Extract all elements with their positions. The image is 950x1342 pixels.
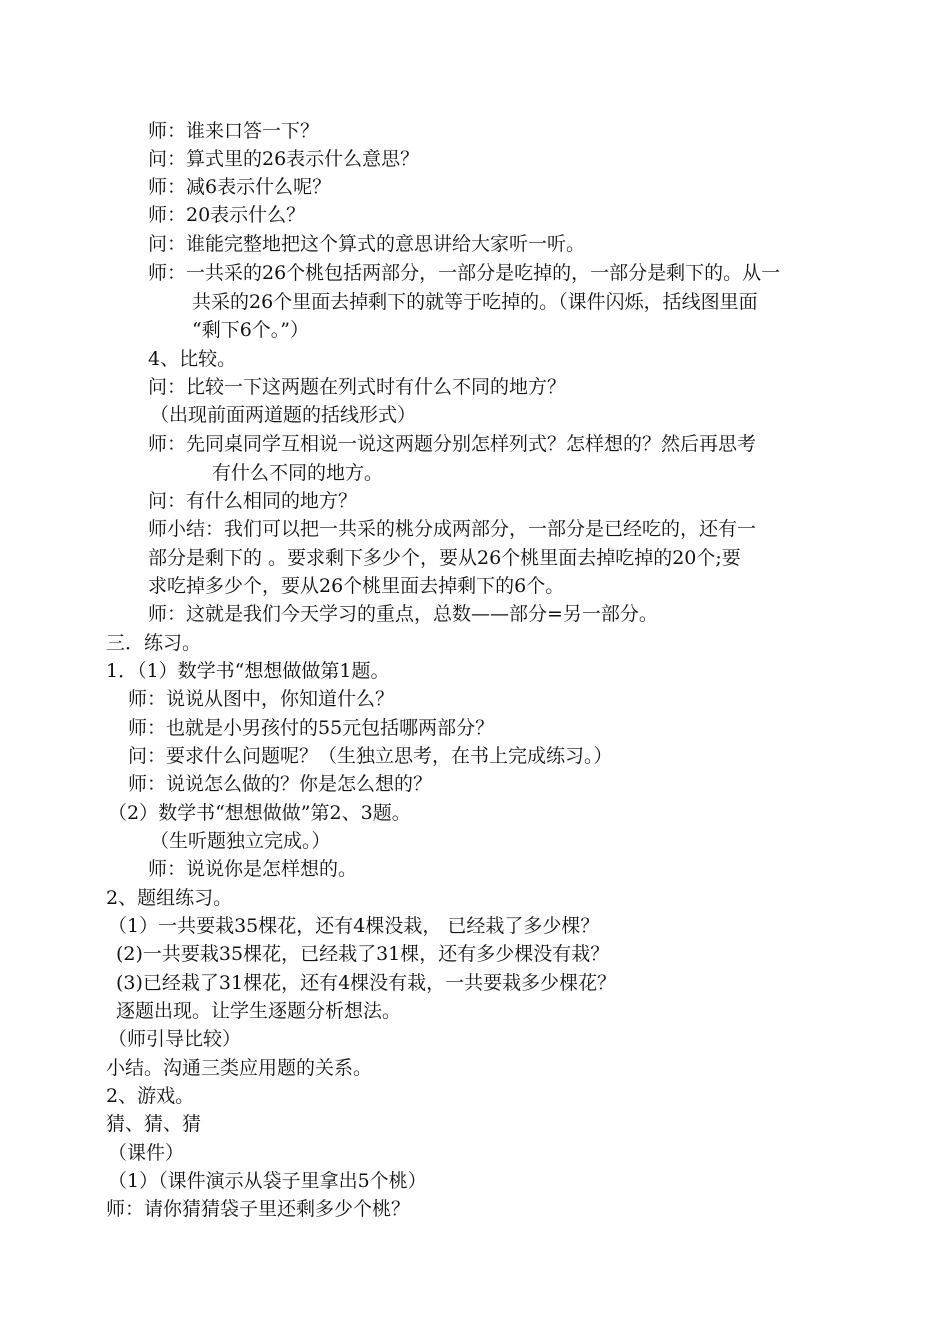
text-line: （出现前面两道题的括线形式） <box>150 404 417 426</box>
text-line: 问：算式里的26表示什么意思？ <box>148 148 420 170</box>
text-line: （2）数学书“想想做做”第2、3题。 <box>108 802 411 824</box>
text-line: “剩下6个。”） <box>192 319 310 341</box>
text-line: 师小结：我们可以把一共采的桃分成两部分，一部分是已经吃的，还有一 <box>148 518 757 540</box>
section-heading: 三．练习。 <box>106 632 202 654</box>
text-line: 师：请你猜猜袋子里还剩多少个桃？ <box>106 1198 411 1220</box>
text-line: 问：谁能完整地把这个算式的意思讲给大家听一听。 <box>148 233 586 255</box>
text-line: （1）一共要栽35棵花，还有4棵没栽， 已经栽了多少棵？ <box>108 915 600 937</box>
text-line: (2)一共要栽35棵花，已经栽了31棵，还有多少棵没有栽？ <box>116 943 610 965</box>
text-line: 师：说说你是怎样想的。 <box>148 858 358 880</box>
text-line: 师：20表示什么？ <box>148 204 306 226</box>
text-line: 部分是剩下的 。要求剩下多少个，要从26个桃里面去掉吃掉的20个;要 <box>148 547 741 569</box>
text-line: 求吃掉多少个，要从26个桃里面去掉剩下的6个。 <box>148 575 565 597</box>
text-line: 师：谁来口答一下？ <box>148 120 320 142</box>
text-line: 师：说说怎么做的？你是怎么想的？ <box>128 773 433 795</box>
text-line: 问：有什么相同的地方？ <box>148 490 358 512</box>
text-line: 师：说说从图中，你知道什么？ <box>128 688 395 710</box>
text-line: 1．（1）数学书“想想做做第1题。 <box>106 660 390 682</box>
text-line: 逐题出现。让学生逐题分析想法。 <box>116 1000 402 1022</box>
text-line: 小结。沟通三类应用题的关系。 <box>106 1057 373 1079</box>
text-line: 猜、猜、猜 <box>106 1113 202 1135</box>
text-line: （1）（课件演示从袋子里拿出5个桃） <box>108 1170 427 1192</box>
text-line: 师：这就是我们今天学习的重点，总数——部分=另一部分。 <box>148 603 658 625</box>
text-line: （课件） <box>108 1142 185 1164</box>
text-line: 师：一共采的26个桃包括两部分，一部分是吃掉的，一部分是剩下的。从一 <box>148 262 781 284</box>
text-line: 共采的26个里面去掉剩下的就等于吃掉的。（课件闪烁，括线图里面 <box>192 291 758 313</box>
text-line: 师：也就是小男孩付的55元包括哪两部分？ <box>128 717 495 739</box>
text-line: 有什么不同的地方。 <box>212 462 384 484</box>
text-line: 2、游戏。 <box>106 1085 195 1107</box>
text-line: （师引导比较） <box>108 1028 242 1050</box>
text-line: 2、题组练习。 <box>106 887 233 909</box>
text-line: 问：比较一下这两题在列式时有什么不同的地方？ <box>148 376 567 398</box>
text-line: 4、比较。 <box>148 348 237 370</box>
text-line: 师：减6表示什么呢？ <box>148 176 332 198</box>
text-line: 问：要求什么问题呢？（生独立思考，在书上完成练习。） <box>128 745 613 767</box>
text-line: (3)已经栽了31棵花，还有4棵没有栽，一共要栽多少棵花？ <box>116 972 617 994</box>
text-line: 师：先同桌同学互相说一说这两题分别怎样列式？怎样想的？然后再思考 <box>148 433 757 455</box>
text-line: （生听题独立完成。） <box>150 830 331 852</box>
